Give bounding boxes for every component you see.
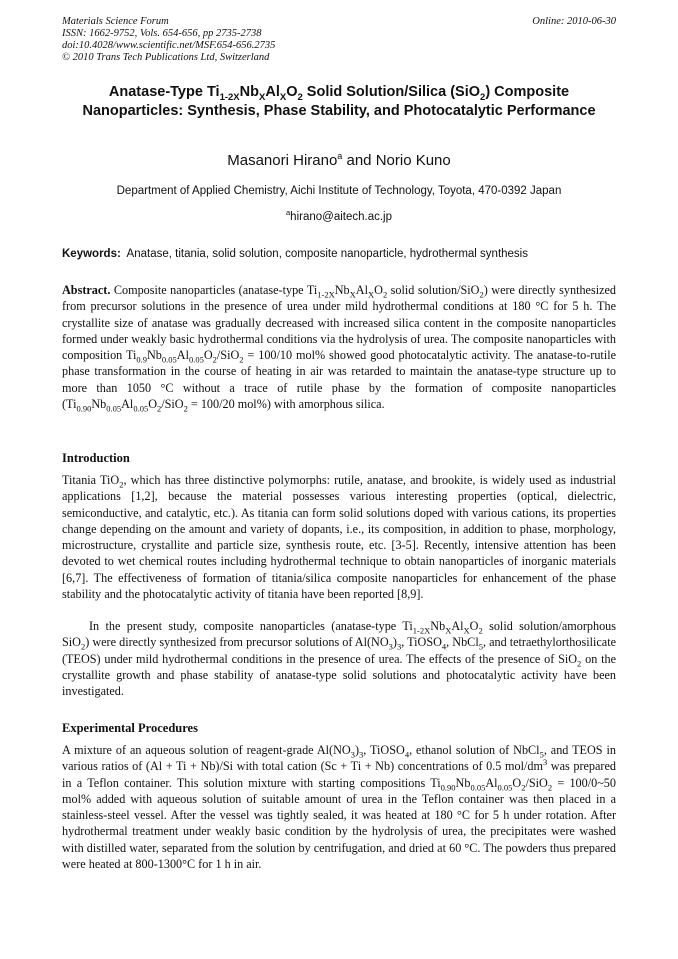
keywords-text: Anatase, titania, solid solution, composite nanoparticle, hydrothermal synthesis (120, 248, 528, 260)
keywords (62, 247, 616, 261)
author-name: Masanori Hirano (227, 152, 338, 169)
paper-title: Anatase-Type $Ti_{1-2X}Nb_XAl_XO_2$ Solid Solution/Silica (SiO$_2$) Composite Nanoparticles: Synthesis, Phase Stability, and Photocatalytic Performance (82, 84, 596, 119)
section-heading-experimental: Experimental Procedures (62, 721, 198, 735)
affiliation-mark: a (337, 151, 343, 161)
journal-header (62, 16, 275, 64)
email-line (0, 210, 678, 224)
section-heading-introduction: Introduction (62, 451, 130, 465)
journal-name: Materials Science Forum (62, 16, 169, 27)
issn-line: ISSN: 1662-9752, Vols. 654-656, pp 2735-2738 (62, 28, 262, 39)
online-date: Online: 2010-06-30 (532, 16, 616, 27)
doi-line: doi:10.4028/www.scientific.net/MSF.654-656.2735 (62, 40, 276, 51)
abstract-paragraph: Abstract. Composite nanoparticles (anatase-type $Ti_{1-2X}Nb_XAl_XO_2$ solid solution/SiO$_2$) were directly synthesized from precursor solutions in the presence of urea under mild hydrothermal conditions at 180 °C for 5 h. The crystallite size of anatase was gradually decreased with increased silica content in the composite nanoparticles formed under weakly basic hydrothermal conditions via the hydrolysis of urea. The composite nanoparticles with composition $Ti_{0.9}Nb_{0.05}Al_{0.05}O_2/SiO_2 = 100/10$ mol% showed good photocatalytic activity. The anatase-to-rutile phase transformation in the course of heating in air was retarded to maintain the anatase-type structure up to more than 1050 °C without a trace of rutile phase by the formation of composite nanoparticles ($Ti_{0.90}Nb_{0.05}Al_{0.05}O_2/SiO_2 = 100/20$ mol%) with amorphous silica. (62, 283, 616, 414)
affiliation: Department of Applied Chemistry, Aichi Institute of Technology, Toyota, 470-0392 Japan (116, 185, 562, 197)
email-mark: a (286, 208, 291, 218)
copyright-line: © 2010 Trans Tech Publications Ltd, Switzerland (62, 52, 270, 63)
intro-paragraph-2: In the present study, composite nanoparticles (anatase-type $Ti_{1-2X}Nb_XAl_XO_2$ solid solution/amorphous SiO$_2$) were directly synthesized from precursor solutions of $Al(NO_3)_3$, TiOSO$_4$, NbCl$_5$, and tetraethylorthosilicate (TEOS) under mild hydrothermal conditions in the presence of urea. The effects of the presence of SiO$_2$ on the crystallite growth and phase stability of anatase-type solid solutions and photocatalytic activity have been investigated. (62, 619, 617, 698)
email-address[interactable]: hirano@aitech.ac.jp (290, 211, 392, 223)
intro-paragraph-1: Titania TiO$_2$, which has three distinctive polymorphs: rutile, anatase, and brookite, is widely used as industrial applications [1,2], because the material possesses various interesting properties (optical, dielectric, semiconductive, and catalytic, etc.). As titania can form solid solutions doped with various cations, its properties change depending on the amount and variety of dopants, i.e., its composition, in addition to phase, morphology, microstructure, crystallite and particle size, synthesis route, etc. [3-5]. Recently, intensive attention has been devoted to wet chemical routes including hydrothermal technique to obtain nanoparticles of inorganic materials [6,7]. The effectiveness of formation of titania/silica composite nanoparticles for enhancement of the phase stability and the photocatalytic activity of titania have been reported [8,9]. (62, 473, 616, 601)
author-conjunction: and (342, 152, 376, 169)
keywords-label: Keywords: (62, 248, 121, 260)
abstract-label: Abstract. (62, 283, 111, 297)
author-list (0, 152, 678, 170)
experimental-paragraph: A mixture of an aqueous solution of reagent-grade $Al(NO_3)_3$, TiOSO$_4$, ethanol solution of NbCl$_5$, and TEOS in various ratios of (Al + Ti + Nb)/Si with total cation (Sc + Ti + Nb) concentrations of 0.5 mol/$dm^3$ was prepared in a Teflon container. This solution mixture with starting compositions $Ti_{0.90}Nb_{0.05}Al_{0.05}O_2/SiO_2$ = 100/0~50 mol% added with aqueous solution of suitable amount of urea in the Teflon container was then placed in a stainless-steel vessel. After the vessel was tightly sealed, it was heated at 180 °C for 5 h under rotation. After hydrothermal treatment under weakly basic condition by the hydrolysis of urea, the precipitates were washed with distilled water, separated from the solution by centrifugation, and dried at 60 °C. The powders thus prepared were heated at 800-1300°C for 1 h in air. (62, 743, 616, 871)
author-name: Norio Kuno (375, 152, 451, 169)
